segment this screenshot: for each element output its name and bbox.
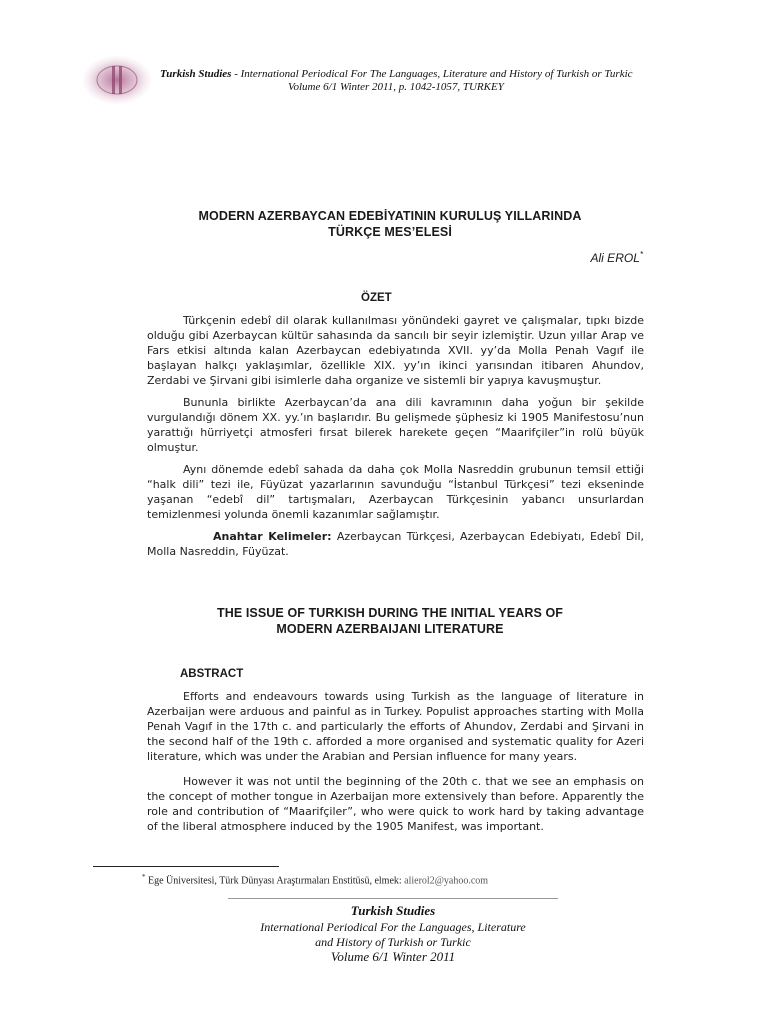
- keywords-text: Azerbaycan Türkçesi, Azerbaycan Edebiyatı, Edebî Dil, Molla Nasreddin, Füyüzat.: [147, 530, 645, 558]
- turkish-title: [100, 208, 680, 240]
- abstract-body: [147, 689, 644, 844]
- footnote-email-link[interactable]: alierol2@yahoo.com: [404, 875, 489, 887]
- abstract-heading: ABSTRACT: [180, 668, 244, 680]
- author-footnote-mark: *: [639, 250, 643, 259]
- header-journal-description: - International Periodical For The Languages, Literature and History of Turkish or Turkic: [231, 68, 633, 80]
- turkish-title-line2: TÜRKÇE MES’ELESİ: [328, 225, 452, 239]
- footer-description-line1: International Periodical For the Languages, Literature: [260, 920, 526, 934]
- journal-header: [160, 68, 680, 94]
- keywords-paragraph: [147, 529, 644, 559]
- turkish-title-line1: MODERN AZERBAYCAN EDEBİYATININ KURULUŞ YILLARINDA: [198, 209, 582, 223]
- header-volume: Volume 6/1 Winter 2011, p. 1042-1057, TURKEY: [288, 81, 504, 93]
- footer-description-line2: and History of Turkish or Turkic: [315, 935, 471, 949]
- footnote: [142, 873, 488, 886]
- footnote-mark: *: [142, 873, 146, 881]
- ozet-paragraph: Türkçenin edebî dil olarak kullanılması yönündeki gayret ve çalışmalar, tıpkı bizde olduğu gibi Azerbaycan kültür sahasında da sancılı bir seyir izlemiştir. Uzun yıllar Arap ve Fars etkisi altında kalan Azerbaycan edebiyatında XVII. yy’da Molla Penah Vagıf ile başlayan halkçı yaklaşımlar, özellikle XIX. yy’ın ikinci yarısından itibaren Ahundov, Zerdabi ve Şirvani gibi isimlerle daha organize ve sistemli bir yapıya kavuşmuştur.: [147, 314, 644, 387]
- english-title-line2: MODERN AZERBAIJANI LITERATURE: [276, 622, 504, 636]
- author-name-text: Ali EROL: [590, 251, 640, 265]
- header-journal-name: Turkish Studies: [160, 68, 232, 80]
- footer-volume: Volume 6/1 Winter 2011: [330, 949, 456, 964]
- author-name: [591, 250, 643, 265]
- keywords-label: Anahtar Kelimeler:: [213, 530, 332, 543]
- ozet-paragraph: Bununla birlikte Azerbaycan’da ana dili kavramının daha yoğun bir şekilde vurgulandığı dönem XX. yy.’ın başlarıdır. Bu gelişmede şüphesiz ki 1905 Manifestosu’nun yarattığı hürriyetçi atmosferi fırsat bilerek harekete geçen “Maarifçiler”in rolü büyük olmuştur.: [147, 396, 644, 454]
- abstract-paragraph: Efforts and endeavours towards using Turkish as the language of literature in Azerbaijan were arduous and painful as in Turkey. Populist approaches starting with Molla Penah Vagıf in the 17th c. and particularly the efforts of Ahundov, Zerdabi and Şirvani in the second half of the 19th c. afforded a more organised and systematic quality for Azeri literature, which was under the Arabian and Persian influence for many years.: [147, 690, 644, 763]
- footer-journal-name: Turkish Studies: [350, 903, 436, 918]
- footnote-affiliation: Ege Üniversitesi, Türk Dünyası Araştırmaları Enstitüsü, elmek:: [145, 875, 405, 887]
- footnote-divider: [93, 866, 279, 867]
- ozet-body: [147, 313, 644, 566]
- footer-divider: [228, 898, 558, 899]
- english-title: [100, 605, 680, 637]
- english-title-line1: THE ISSUE OF TURKISH DURING THE INITIAL YEARS OF: [216, 606, 564, 620]
- ozet-heading: ÖZET: [361, 292, 392, 304]
- journal-logo: [80, 52, 154, 108]
- ozet-paragraph: Aynı dönemde edebî sahada da daha çok Molla Nasreddin grubunun temsil ettiği “halk dili” tezi ile, Füyüzat yazarlarının savunduğu “İstanbul Türkçesi” tezi ekseninde yaşanan “edebî dil” tartışmaları, Azerbaycan Türkçesinin yabancı unsurlardan temizlenmesi yolunda önemli kazanımlar sağlamıştır.: [147, 463, 644, 521]
- abstract-paragraph: However it was not until the beginning of the 20th c. that we see an emphasis on the concept of mother tongue in Azerbaijan more extensively than before. Apparently the role and contribution of “Maarifçiler”, who were quick to work hard by taking advantage of the liberal atmosphere induced by the 1905 Manifest, was important.: [147, 775, 644, 833]
- journal-emblem-icon: [80, 52, 154, 108]
